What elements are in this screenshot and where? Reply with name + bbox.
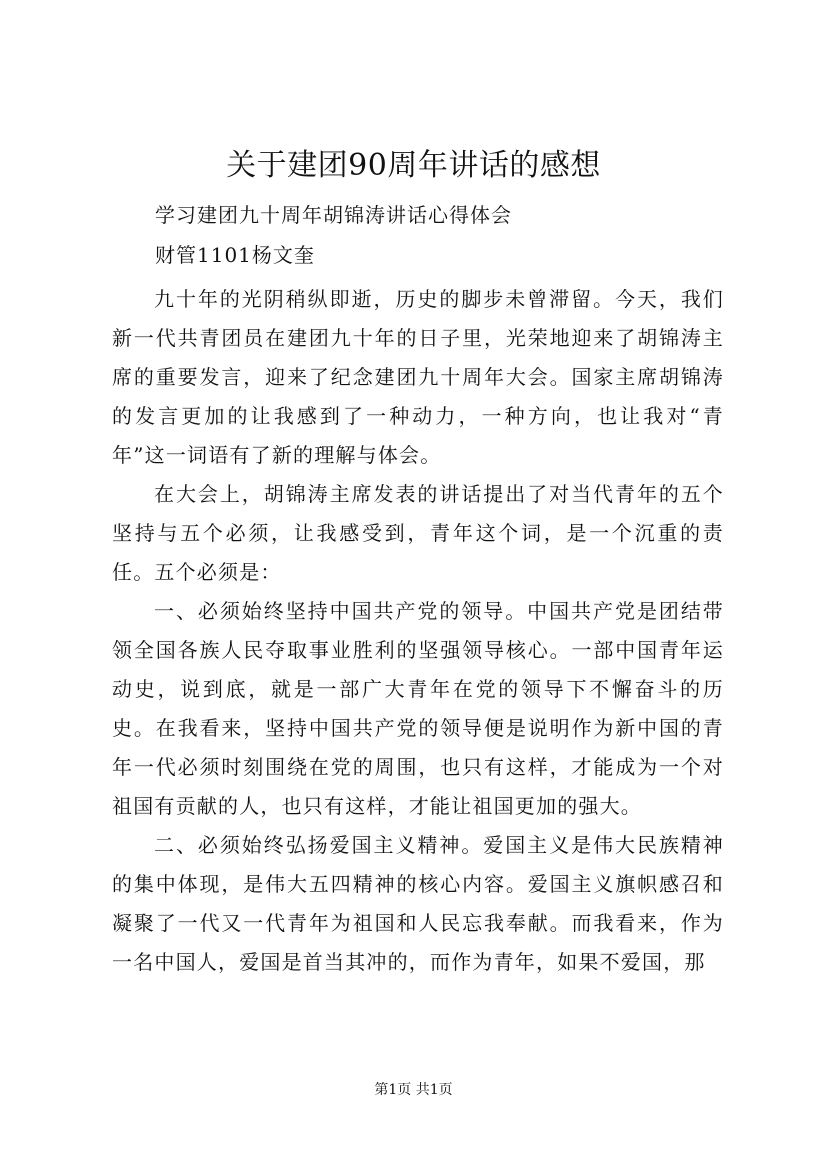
paragraph-4: 二、必须始终弘扬爱国主义精神。爱国主义是伟大民族精神的集中体现，是伟大五四精神的核心内容。爱国主义旗帜感召和凝聚了一代又一代青年为祖国和人民忘我奉献。而我看来，作为一名中国人，爱国是首当其冲的，而作为青年，如果不爱国，那 [112,833,724,974]
document-author: 财管1101杨文奎 [155,243,315,267]
paragraph-2: 在大会上，胡锦涛主席发表的讲话提出了对当代青年的五个坚持与五个必须，让我感受到，青年这个词，是一个沉重的责任。五个必须是： [112,482,724,584]
page-footer: 第1页 共1页 [374,1082,453,1098]
paragraph-3: 一、必须始终坚持中国共产党的领导。中国共产党是团结带领全国各族人民夺取事业胜利的坚强领导核心。一部中国青年运动史，说到底，就是一部广大青年在党的领导下不懈奋斗的历史。在我看来，坚持中国共产党的领导便是说明作为新中国的青年一代必须时刻围绕在党的周围，也只有这样，才能成为一个对祖国有贡献的人，也只有这样，才能让祖国更加的强大。 [112,599,724,818]
document-subtitle: 学习建团九十周年胡锦涛讲话心得体会 [155,203,512,227]
paragraph-1: 九十年的光阴稍纵即逝，历史的脚步未曾滞留。今天，我们新一代共青团员在建团九十年的日子里，光荣地迎来了胡锦涛主席的重要发言，迎来了纪念建团九十周年大会。国家主席胡锦涛的发言更加的让我感到了一种动力，一种方向，也让我对“青年”这一词语有了新的理解与体会。 [112,287,724,467]
document-body [112,280,724,982]
document-title: 关于建团90周年讲话的感想 [226,148,601,183]
